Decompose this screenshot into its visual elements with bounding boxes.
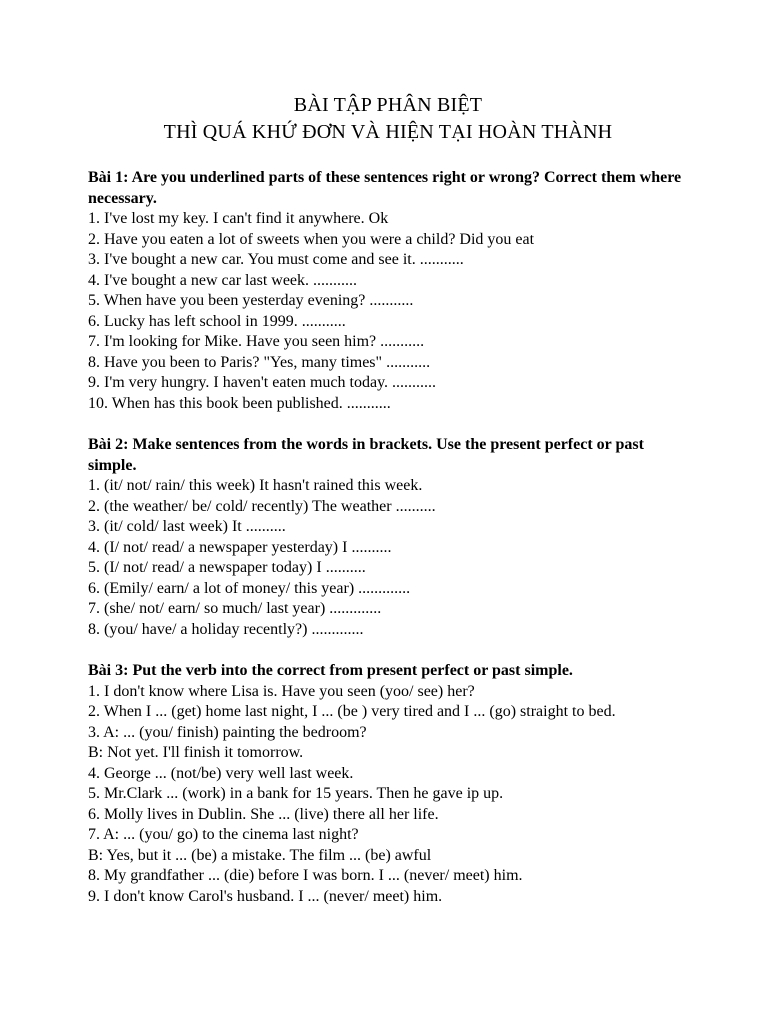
- exercise-item: 4. I've bought a new car last week. ...........: [88, 271, 358, 289]
- exercise-item: 4. (I/ not/ read/ a newspaper yesterday) I ..........: [88, 538, 392, 556]
- exercise-item: 5. Mr.Clark ... (work) in a bank for 15 years. Then he gave ip up.: [88, 785, 504, 802]
- exercise-item: 2. Have you eaten a lot of sweets when you were a child? Did you eat: [88, 230, 535, 248]
- title-line-1: BÀI TẬP PHÂN BIỆT: [293, 94, 483, 116]
- document-page: [88, 92, 688, 928]
- exercise-item: 7. I'm looking for Mike. Have you seen him? ...........: [88, 333, 425, 350]
- exercise-item: 1. I don't know where Lisa is. Have you seen (yoo/ see) her?: [88, 682, 475, 700]
- exercise-item: 6. Molly lives in Dublin. She ... (live) there all her life.: [88, 805, 439, 823]
- exercise-item: 3. (it/ cold/ last week) It ..........: [88, 518, 286, 535]
- exercise-item: 7. (she/ not/ earn/ so much/ last year) .............: [88, 600, 382, 617]
- exercise-item: 1. (it/ not/ rain/ this week) It hasn't rained this week.: [88, 477, 423, 494]
- exercise-item: 4. George ... (not/be) very well last week.: [88, 764, 354, 782]
- exercise-item: 7. A: ... (you/ go) to the cinema last night?: [88, 826, 359, 843]
- exercise-item: 9. I'm very hungry. I haven't eaten much today. ...........: [88, 374, 437, 391]
- exercise-item: 8. My grandfather ... (die) before I was born. I ... (never/ meet) him.: [88, 867, 523, 884]
- exercise-heading: Bài 1: Are you underlined parts of these sentences right or wrong? Correct them where necessary.: [88, 169, 682, 207]
- exercise-3: [88, 661, 688, 907]
- exercise-item: B: Not yet. I'll finish it tomorrow.: [88, 744, 304, 761]
- exercise-item: 3. I've bought a new car. You must come and see it. ...........: [88, 251, 464, 268]
- exercise-1: [88, 168, 688, 414]
- exercise-item: 5. When have you been yesterday evening? ...........: [88, 292, 414, 309]
- exercise-item: 8. Have you been to Paris? "Yes, many times" ...........: [88, 353, 431, 371]
- exercise-item: B: Yes, but it ... (be) a mistake. The film ... (be) awful: [88, 846, 432, 864]
- document-title: [88, 92, 688, 146]
- exercise-2: [88, 435, 688, 640]
- exercise-item: 1. I've lost my key. I can't find it anywhere. Ok: [88, 210, 389, 227]
- exercise-item: 6. Lucky has left school in 1999. ...........: [88, 312, 346, 330]
- exercise-item: 8. (you/ have/ a holiday recently?) .............: [88, 620, 364, 638]
- exercise-item: 9. I don't know Carol's husband. I ... (never/ meet) him.: [88, 887, 443, 905]
- exercise-heading: Bài 3: Put the verb into the correct from present perfect or past simple.: [88, 662, 573, 679]
- exercise-item: 10. When has this book been published. ...........: [88, 394, 391, 412]
- exercise-item: 2. (the weather/ be/ cold/ recently) The weather ..........: [88, 497, 436, 515]
- title-line-2: THÌ QUÁ KHỨ ĐƠN VÀ HIỆN TẠI HOÀN THÀNH: [163, 121, 613, 143]
- exercise-item: 5. (I/ not/ read/ a newspaper today) I ..........: [88, 559, 366, 576]
- exercise-item: 3. A: ... (you/ finish) painting the bedroom?: [88, 723, 367, 741]
- exercise-item: 2. When I ... (get) home last night, I ... (be ) very tired and I ... (go) straight to bed.: [88, 703, 616, 720]
- exercise-item: 6. (Emily/ earn/ a lot of money/ this year) .............: [88, 579, 411, 597]
- exercise-heading: Bài 2: Make sentences from the words in brackets. Use the present perfect or past simple.: [88, 436, 644, 474]
